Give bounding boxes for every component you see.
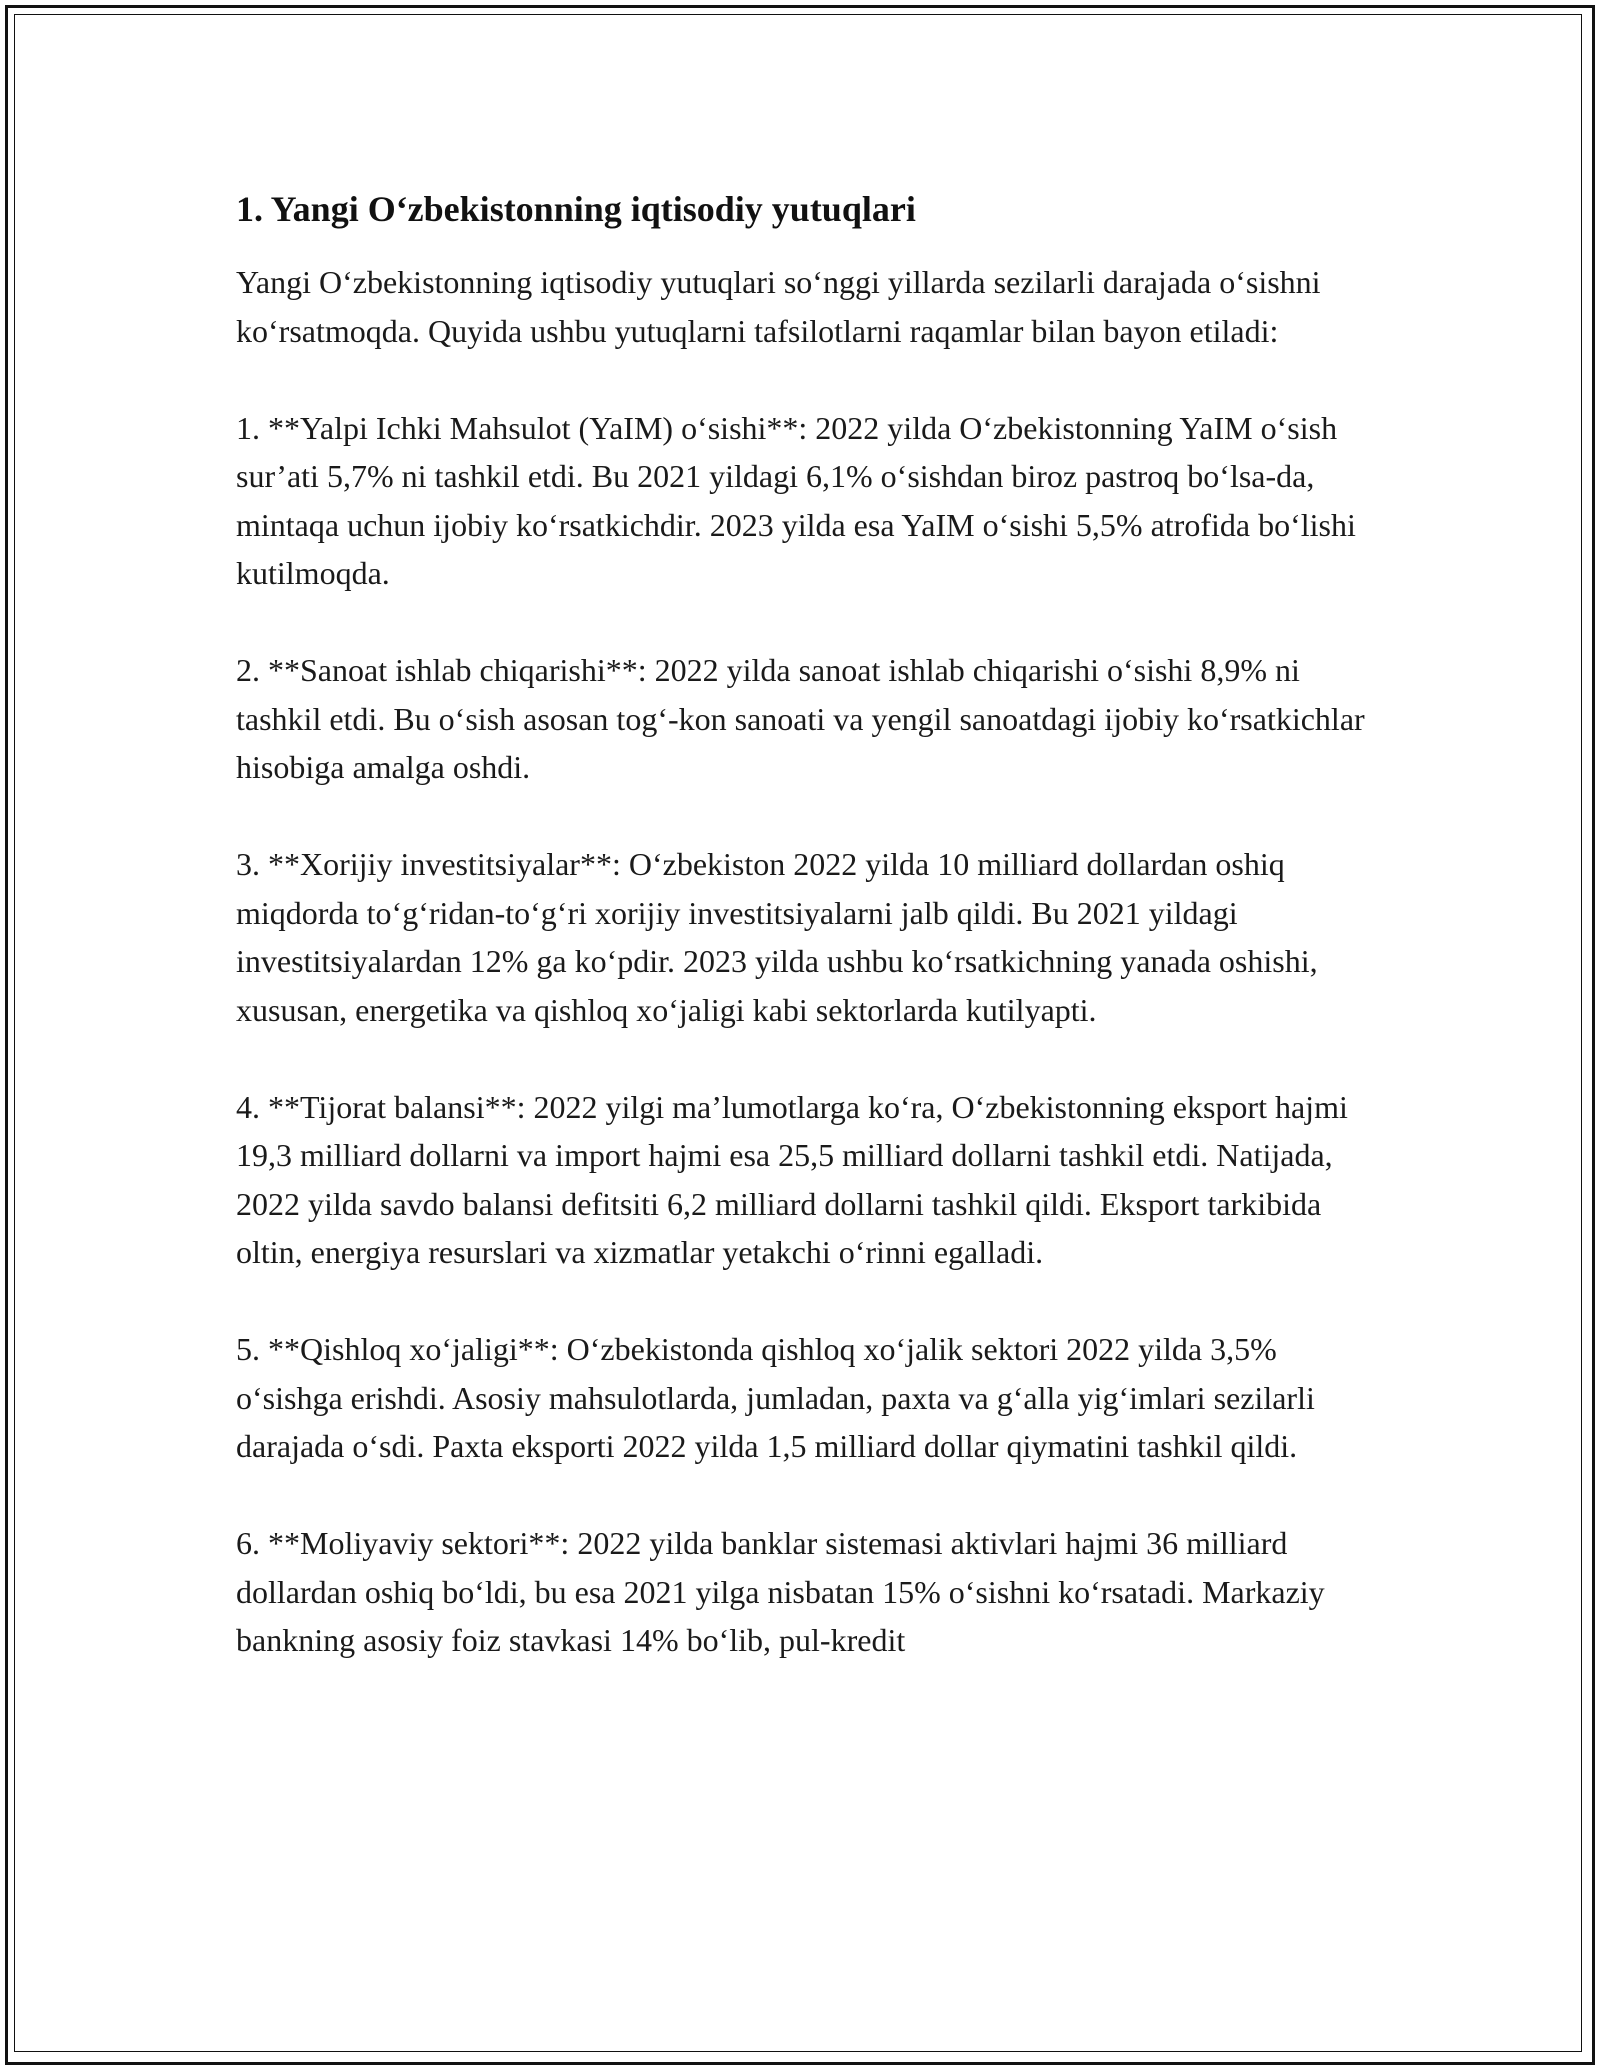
paragraph-foreign-investment: 3. **Xorijiy investitsiyalar**: O‘zbekiston 2022 yilda 10 milliard dollardan oshiq miqdorda to‘g‘ridan-to‘g‘ri xorijiy investitsiyalarni jalb qildi. Bu 2021 yildagi investitsiyalardan 12% ga ko‘pdir. 2023 yilda ushbu ko‘rsatkichning yanada oshishi, xususan, energetika va qishloq xo‘jaligi kabi sektorlarda kutilyapti. xyxy=(236,846,1318,1028)
paragraph-industrial-production: 2. **Sanoat ishlab chiqarishi**: 2022 yilda sanoat ishlab chiqarishi o‘sishi 8,9% ni tashkil etdi. Bu o‘sish asosan tog‘-kon sanoati va yengil sanoatdagi ijobiy ko‘rsatkichlar hisobiga amalga oshdi. xyxy=(236,652,1365,785)
paragraph-agriculture: 5. **Qishloq xo‘jaligi**: O‘zbekistonda qishloq xo‘jalik sektori 2022 yilda 3,5% o‘sishga erishdi. Asosiy mahsulotlarda, jumladan, paxta va g‘alla yig‘imlari sezilarli darajada o‘sdi. Paxta eksporti 2022 yilda 1,5 milliard dollar qiymatini tashkil qildi. xyxy=(236,1331,1315,1464)
paragraph-trade-balance: 4. **Tijorat balansi**: 2022 yilgi ma’lumotlarga ko‘ra, O‘zbekistonning eksport hajmi 19,3 milliard dollarni va import hajmi esa 25,5 milliard dollarni tashkil etdi. Natijada, 2022 yilda savdo balansi defitsiti 6,2 milliard dollarni tashkil qildi. Eksport tarkibida oltin, energiya resurslari va xizmatlar yetakchi o‘rinni egalladi. xyxy=(236,1088,1348,1270)
paragraph-gdp-growth: 1. **Yalpi Ichki Mahsulot (YaIM) o‘sishi**: 2022 yilda O‘zbekistonning YaIM o‘sish sur’ati 5,7% ni tashkil etdi. Bu 2021 yildagi 6,1% o‘sishdan biroz pastroq bo‘lsa-da, mintaqa uchun ijobiy ko‘rsatkichdir. 2023 yilda esa YaIM o‘sishi 5,5% atrofida bo‘lishi kutilmoqda. xyxy=(236,409,1356,591)
paragraph-financial-sector: 6. **Moliyaviy sektori**: 2022 yilda banklar sistemasi aktivlari hajmi 36 milliard dollardan oshiq bo‘ldi, bu esa 2021 yilga nisbatan 15% o‘sishni ko‘rsatadi. Markaziy bankning asosiy foiz stavkasi 14% bo‘lib, pul-kredit xyxy=(236,1525,1325,1658)
document-title: 1. Yangi O‘zbekistonning iqtisodiy yutuqlari xyxy=(236,189,916,229)
document-body xyxy=(236,186,1376,1713)
intro-paragraph: Yangi O‘zbekistonning iqtisodiy yutuqlari so‘nggi yillarda sezilarli darajada o‘sishni ko‘rsatmoqda. Quyida ushbu yutuqlarni tafsilotlarni raqamlar bilan bayon etiladi: xyxy=(236,264,1321,349)
